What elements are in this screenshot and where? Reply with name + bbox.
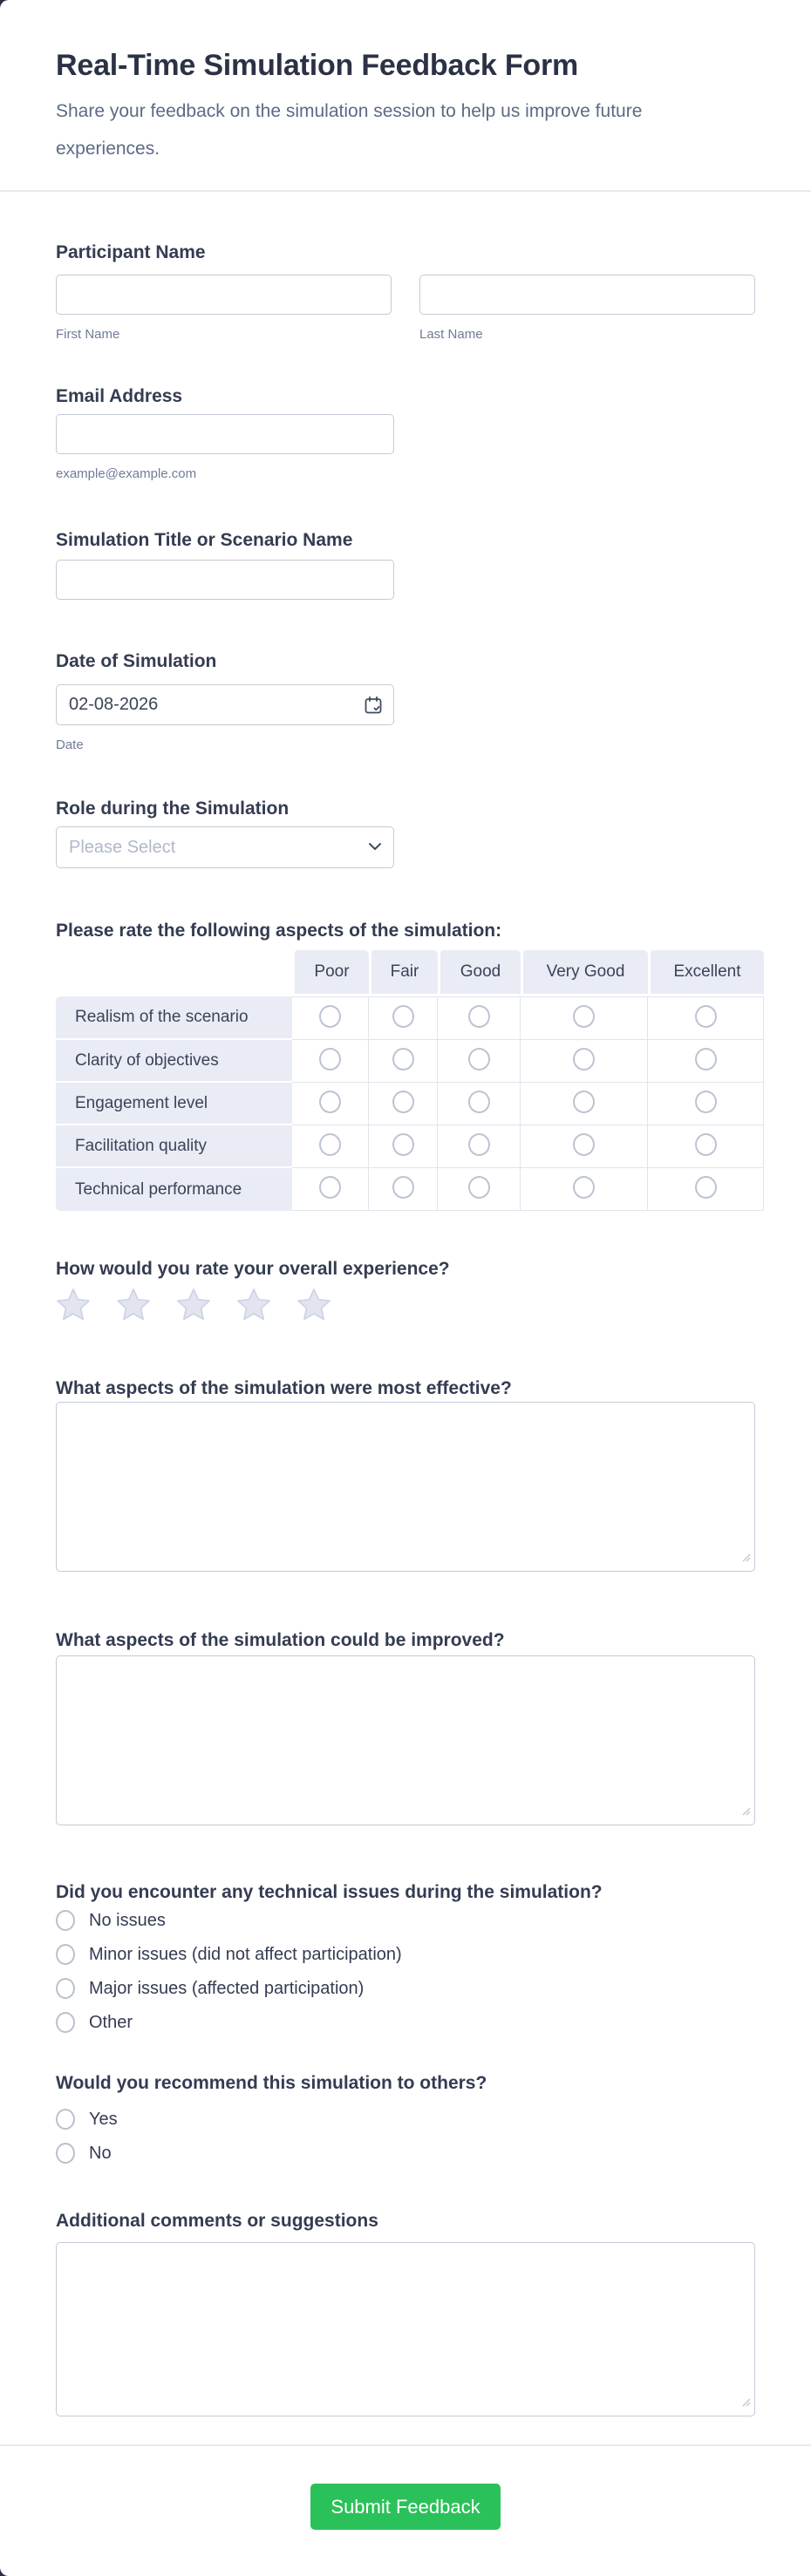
radio-icon: [573, 1176, 595, 1199]
matrix-radio-cell[interactable]: [438, 996, 521, 1040]
question-date: [56, 649, 755, 754]
header-divider: [0, 190, 811, 192]
question-role: [56, 797, 755, 868]
radio-icon: [695, 1176, 717, 1199]
radio-icon: [695, 1005, 717, 1028]
question-simulation-title: [56, 528, 755, 600]
radio-icon: [468, 1176, 490, 1199]
matrix-row-engagement: [56, 1083, 764, 1125]
form-title: Real-Time Simulation Feedback Form: [56, 49, 579, 82]
radio-icon: [468, 1048, 490, 1071]
star-icon[interactable]: [296, 1288, 331, 1329]
radio-icon: [573, 1048, 595, 1071]
radio-icon: [56, 1944, 75, 1965]
matrix-radio-cell[interactable]: [521, 996, 648, 1040]
matrix-row-label: Technical performance: [56, 1168, 292, 1211]
matrix-radio-cell[interactable]: [292, 996, 369, 1040]
radio-option-label: Minor issues (did not affect participation): [89, 1945, 402, 1964]
radio-icon: [56, 2012, 75, 2033]
star-icon[interactable]: [56, 1288, 91, 1329]
matrix-radio-cell[interactable]: [369, 1168, 438, 1211]
radio-option-label: Other: [89, 2013, 133, 2032]
matrix-radio-cell[interactable]: [292, 1168, 369, 1211]
calendar-icon[interactable]: [363, 695, 384, 716]
radio-icon: [319, 1091, 341, 1113]
question-participant-name: [56, 241, 755, 343]
radio-option-no[interactable]: [56, 2143, 755, 2164]
role-label: Role during the Simulation: [56, 799, 290, 819]
improved-textarea[interactable]: [56, 1655, 755, 1825]
radio-option-minor-issues[interactable]: [56, 1944, 755, 1965]
radio-icon: [319, 1048, 341, 1071]
form-subtitle: Share your feedback on the simulation session to help us improve future experiences.: [56, 101, 643, 159]
simulation-title-label: Simulation Title or Scenario Name: [56, 530, 353, 550]
radio-icon: [573, 1005, 595, 1028]
radio-option-no-issues[interactable]: [56, 1910, 755, 1931]
matrix-row-label: Engagement level: [56, 1083, 292, 1125]
matrix-radio-cell[interactable]: [648, 1125, 764, 1168]
recommend-label: Would you recommend this simulation to others?: [56, 2073, 487, 2093]
most-effective-textarea[interactable]: [56, 1402, 755, 1572]
first-name-sublabel: First Name: [56, 327, 120, 342]
radio-icon: [392, 1091, 414, 1113]
matrix-radio-cell[interactable]: [292, 1125, 369, 1168]
radio-option-major-issues[interactable]: [56, 1978, 755, 1999]
matrix-label: Please rate the following aspects of the simulation:: [56, 921, 502, 941]
simulation-title-input[interactable]: [56, 560, 394, 600]
matrix-col-header-good: Good: [438, 950, 521, 996]
radio-icon: [468, 1091, 490, 1113]
email-sublabel: example@example.com: [56, 466, 197, 481]
star-icon[interactable]: [236, 1288, 271, 1329]
comments-textarea[interactable]: [56, 2242, 755, 2416]
overall-rating-label: How would you rate your overall experience?: [56, 1259, 450, 1279]
question-overall-rating: [56, 1257, 755, 1329]
matrix-radio-cell[interactable]: [292, 1083, 369, 1125]
radio-icon: [392, 1005, 414, 1028]
question-comments: [56, 2209, 755, 2416]
radio-icon: [56, 1978, 75, 1999]
matrix-radio-cell[interactable]: [648, 1083, 764, 1125]
matrix-row-technical: [56, 1168, 764, 1211]
question-matrix: [56, 919, 755, 1211]
radio-icon: [392, 1176, 414, 1199]
matrix-radio-cell[interactable]: [292, 1040, 369, 1083]
matrix-radio-cell[interactable]: [438, 1125, 521, 1168]
rating-matrix-table: [56, 950, 764, 1211]
matrix-radio-cell[interactable]: [648, 996, 764, 1040]
matrix-radio-cell[interactable]: [369, 996, 438, 1040]
question-most-effective: [56, 1376, 755, 1572]
radio-icon: [392, 1133, 414, 1156]
most-effective-label: What aspects of the simulation were most effective?: [56, 1378, 512, 1398]
radio-icon: [392, 1048, 414, 1071]
footer-divider: [0, 2444, 811, 2446]
last-name-input[interactable]: [419, 275, 755, 315]
matrix-radio-cell[interactable]: [648, 1040, 764, 1083]
matrix-radio-cell[interactable]: [521, 1125, 648, 1168]
question-email: [56, 384, 755, 483]
radio-icon: [319, 1176, 341, 1199]
radio-icon: [573, 1091, 595, 1113]
radio-icon: [695, 1091, 717, 1113]
radio-option-label: No: [89, 2144, 112, 2163]
date-label: Date of Simulation: [56, 651, 217, 671]
email-label: Email Address: [56, 386, 183, 406]
form-header: [0, 0, 811, 167]
matrix-row-facilitation: [56, 1125, 764, 1168]
role-select[interactable]: [56, 826, 394, 868]
radio-icon: [468, 1005, 490, 1028]
radio-icon: [319, 1133, 341, 1156]
radio-icon: [695, 1133, 717, 1156]
matrix-col-header-very-good: Very Good: [521, 950, 648, 996]
matrix-radio-cell[interactable]: [521, 1083, 648, 1125]
participant-name-label: Participant Name: [56, 242, 206, 262]
question-technical-issues: [56, 1880, 755, 2033]
email-input[interactable]: [56, 414, 394, 454]
matrix-radio-cell[interactable]: [438, 1040, 521, 1083]
matrix-radio-cell[interactable]: [369, 1040, 438, 1083]
matrix-row-label: Facilitation quality: [56, 1125, 292, 1168]
radio-option-label: No issues: [89, 1911, 166, 1930]
submit-button[interactable]: Submit Feedback: [310, 2484, 501, 2530]
matrix-radio-cell[interactable]: [648, 1168, 764, 1211]
radio-option-label: Major issues (affected participation): [89, 1979, 365, 1998]
question-recommend: [56, 2071, 755, 2164]
first-name-input[interactable]: [56, 275, 392, 315]
star-icon[interactable]: [116, 1288, 151, 1329]
matrix-col-header-fair: Fair: [369, 950, 438, 996]
radio-icon: [56, 1910, 75, 1931]
matrix-col-header-excellent: Excellent: [648, 950, 764, 996]
date-sublabel: Date: [56, 737, 84, 752]
radio-icon: [56, 2143, 75, 2164]
matrix-row-label: Clarity of objectives: [56, 1040, 292, 1083]
comments-label: Additional comments or suggestions: [56, 2211, 378, 2231]
radio-icon: [695, 1048, 717, 1071]
improved-label: What aspects of the simulation could be improved?: [56, 1630, 505, 1650]
chevron-down-icon: [368, 839, 382, 855]
radio-option-label: Yes: [89, 2110, 118, 2129]
star-icon[interactable]: [176, 1288, 211, 1329]
question-improved: [56, 1628, 755, 1825]
matrix-row-label: Realism of the scenario: [56, 996, 292, 1040]
star-rating: [56, 1288, 755, 1329]
matrix-radio-cell[interactable]: [521, 1040, 648, 1083]
matrix-corner-cell: [56, 950, 292, 996]
radio-icon: [468, 1133, 490, 1156]
matrix-radio-cell[interactable]: [438, 1168, 521, 1211]
radio-icon: [56, 2109, 75, 2130]
technical-issues-label: Did you encounter any technical issues during the simulation?: [56, 1882, 603, 1902]
matrix-row-realism: [56, 996, 764, 1040]
last-name-sublabel: Last Name: [419, 327, 483, 342]
radio-icon: [573, 1133, 595, 1156]
radio-option-yes[interactable]: [56, 2109, 755, 2130]
date-input[interactable]: [56, 684, 394, 725]
matrix-radio-cell[interactable]: [521, 1168, 648, 1211]
matrix-col-header-poor: Poor: [292, 950, 369, 996]
radio-icon: [319, 1005, 341, 1028]
matrix-radio-cell[interactable]: [438, 1083, 521, 1125]
matrix-radio-cell[interactable]: [369, 1083, 438, 1125]
matrix-row-clarity: [56, 1040, 764, 1083]
matrix-radio-cell[interactable]: [369, 1125, 438, 1168]
role-select-placeholder: Please Select: [69, 837, 176, 857]
radio-option-other[interactable]: [56, 2012, 755, 2033]
